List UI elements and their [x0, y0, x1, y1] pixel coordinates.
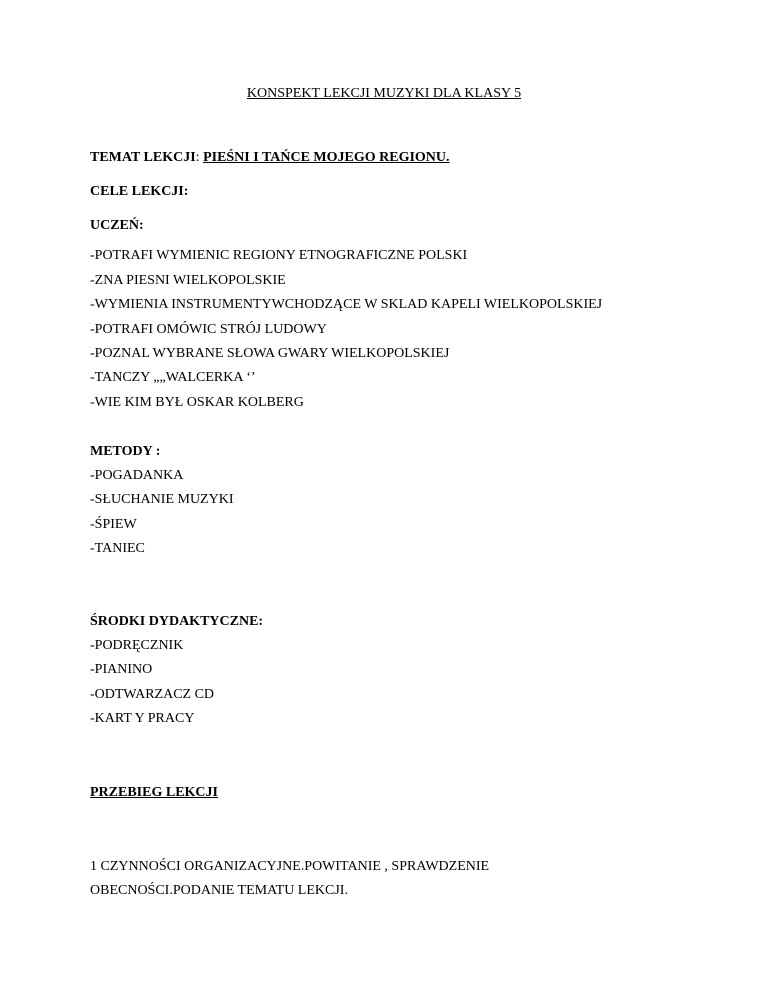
- method-item: -TANIEC: [90, 541, 145, 556]
- goal-item: -ZNA PIESNI WIELKOPOLSKIE: [90, 273, 286, 288]
- method-item: -POGADANKA: [90, 468, 184, 483]
- topic-value: PIEŚNI I TAŃCE MOJEGO REGIONU.: [203, 150, 450, 165]
- teaching-aid-item: -KART Y PRACY: [90, 711, 195, 726]
- document-title: KONSPEKT LEKCJI MUZYKI DLA KLASY 5: [246, 86, 522, 101]
- goal-item: -WYMIENIA INSTRUMENTYWCHODZĄCE W SKLAD KAPELI WIELKOPOLSKIEJ: [90, 297, 603, 312]
- goal-item: -POZNAL WYBRANE SŁOWA GWARY WIELKOPOLSKIEJ: [90, 346, 450, 361]
- topic-label: TEMAT LEKCJI: [90, 150, 196, 165]
- goals-heading: CELE LEKCJI:: [90, 184, 189, 199]
- teaching-aid-item: -PIANINO: [90, 662, 153, 677]
- topic-separator: :: [195, 150, 204, 165]
- lesson-topic: [90, 150, 450, 166]
- teaching-aid-item: -ODTWARZACZ CD: [90, 687, 215, 702]
- methods-heading: METODY :: [90, 444, 161, 459]
- course-step-line: OBECNOŚCI.PODANIE TEMATU LEKCJI.: [90, 883, 348, 898]
- goal-item: -TANCZY „„WALCERKA ‘’: [90, 370, 256, 385]
- method-item: -ŚPIEW: [90, 517, 137, 532]
- method-item: -SŁUCHANIE MUZYKI: [90, 492, 234, 507]
- goal-item: -POTRAFI OMÓWIC STRÓJ LUDOWY: [90, 322, 327, 337]
- goal-item: -POTRAFI WYMIENIC REGIONY ETNOGRAFICZNE POLSKI: [90, 248, 468, 263]
- goal-item: -WIE KIM BYŁ OSKAR KOLBERG: [90, 395, 304, 410]
- student-subheading: UCZEŃ:: [90, 218, 144, 233]
- teaching-aid-item: -PODRĘCZNIK: [90, 638, 184, 653]
- course-step-line: 1 CZYNNOŚCI ORGANIZACYJNE.POWITANIE , SPRAWDZENIE: [90, 859, 490, 874]
- course-heading: PRZEBIEG LEKCJI: [90, 785, 218, 800]
- teaching-aids-heading: ŚRODKI DYDAKTYCZNE:: [90, 614, 264, 629]
